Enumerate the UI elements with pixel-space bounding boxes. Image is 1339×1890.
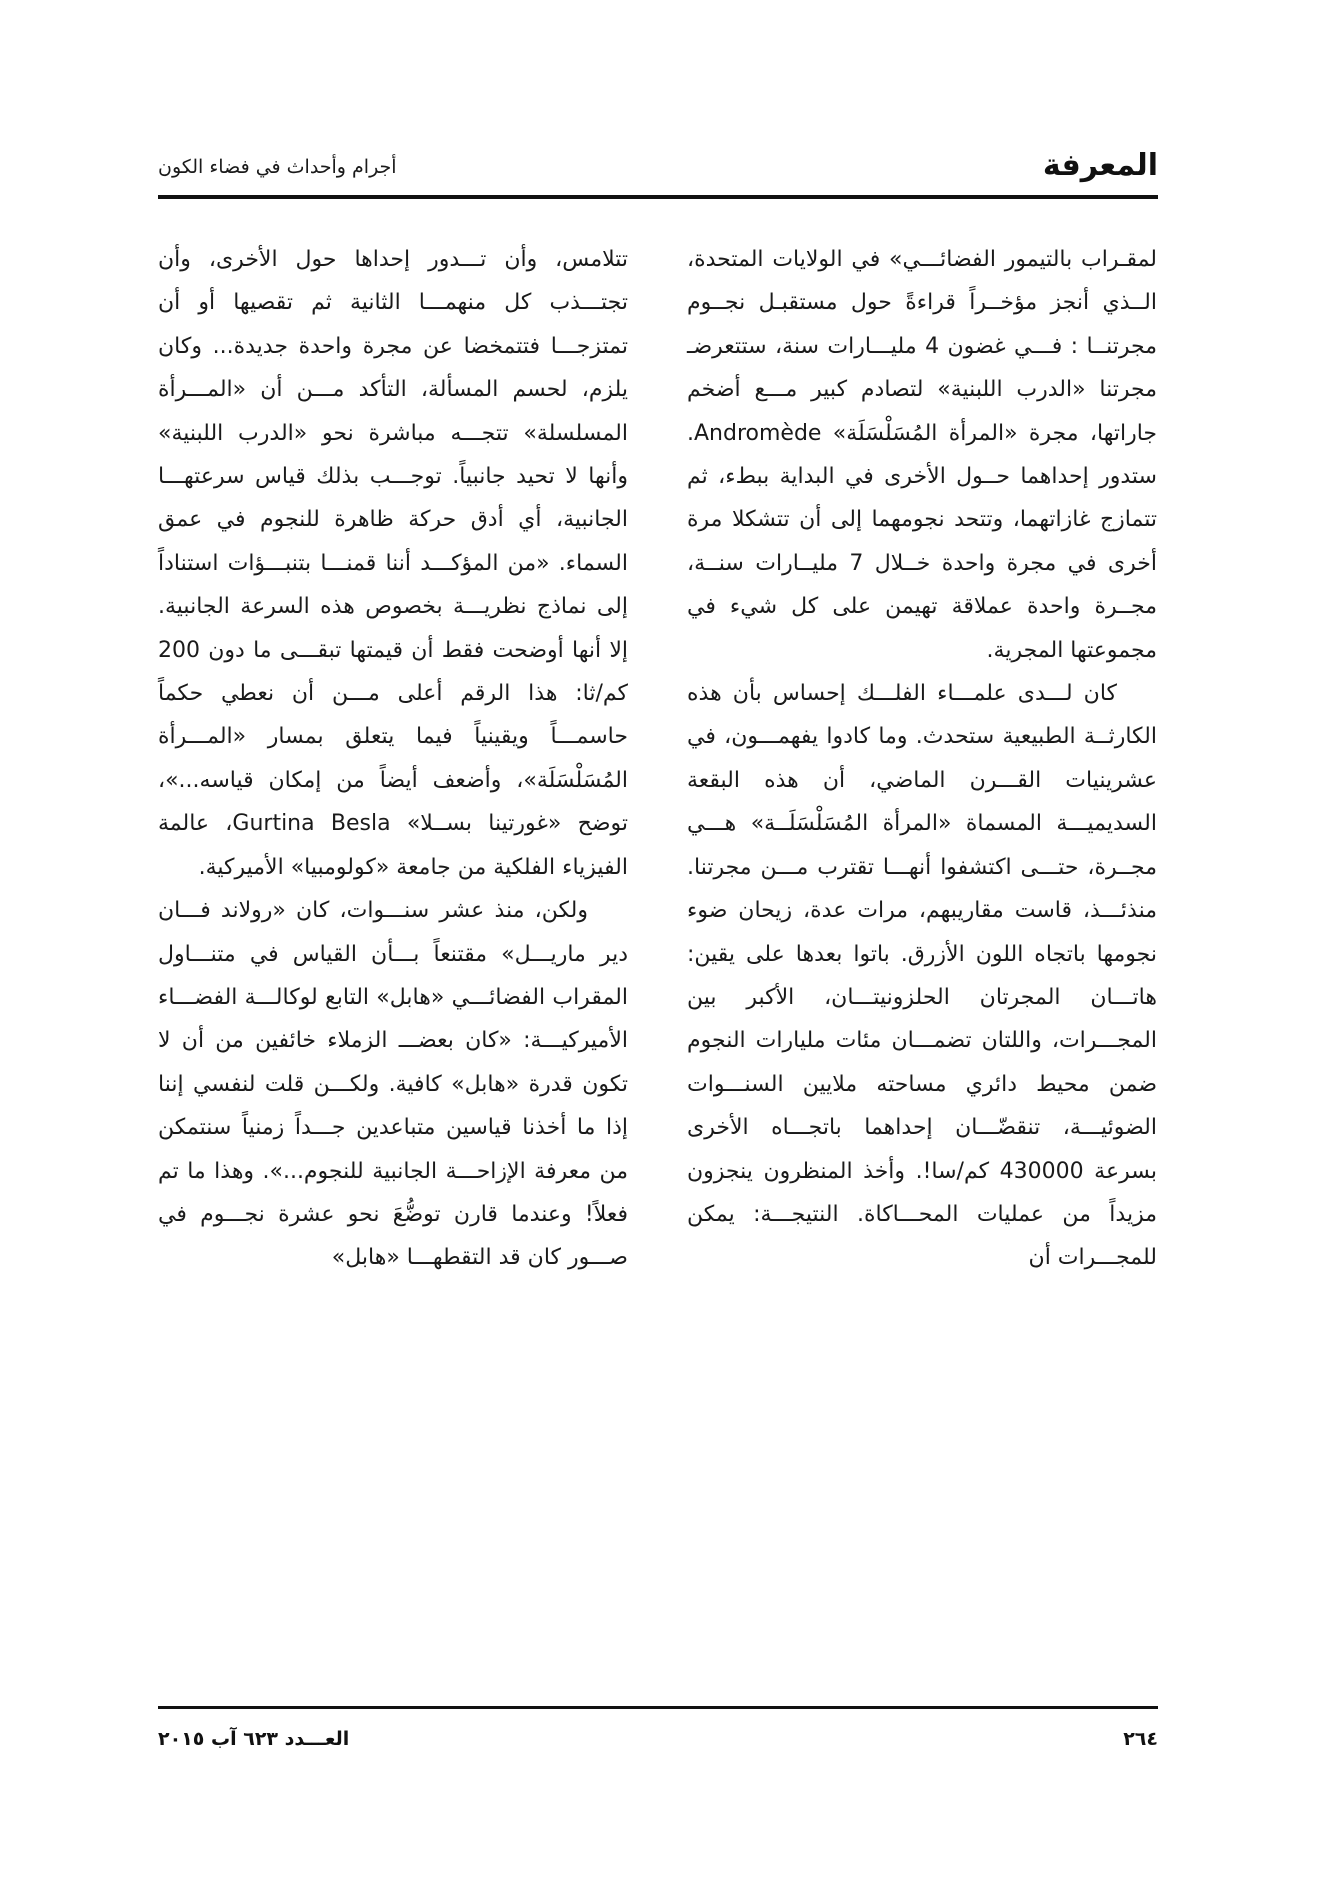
issue-info: العـــدد ٦٢٣ آب ٢٠١٥: [158, 1728, 350, 1750]
page-header: [158, 140, 1158, 194]
paragraph: ولكن، منذ عشر سنـــوات، كان «رولاند فـــان دير ماريـــل» مقتنعاً بـــأن القياس في متنـــاول المقراب الفضائـــي «هابل» التابع لوكالـــة الفضـــاء الأميركيـــة: «كان بعضـــ الزملاء خائفين من أن لا تكون قدرة «هابل» كافية. ولكـــن قلت لنفسي إننا إذا ما أخذنا قياسين متباعدين جـــداً زمنياً سنتمكن من معرفة الإزاحـــة الجانبية للنجوم...». وهذا ما تم فعلاً! وعندما قارن توضُّعَ نحو عشرة نجـــوم في صـــور كان قد التقطهـــا «هابل»: [158, 898, 628, 1271]
text-column-left: [158, 238, 628, 1280]
paragraph: تتلامس، وأن تـــدور إحداها حول الأخرى، وأن تجتـــذب كل منهمـــا الثانية ثم تقصيها أو أن تمتزجـــا فتتمخضا عن مجرة واحدة جديدة... وكان يلزم، لحسم المسألة، التأكد مـــن أن «المـــرأة المسلسلة» تتجـــه مباشرة نحو «الدرب اللبنية» وأنها لا تحيد جانبياً. توجـــب بذلك قياس سرعتهـــا الجانبية، أي أدق حركة ظاهرة للنجوم في عمق السماء. «من المؤكـــد أننا قمنـــا بتنبـــؤات استناداً إلى نماذج نظريـــة بخصوص هذه السرعة الجانبية. إلا أنها أوضحت فقط أن قيمتها تبقـــى ما دون 200 كم/ثا: هذا الرقم أعلى مـــن أن نعطي حكماً حاسمـــاً ويقينياً فيما يتعلق بمسار «المـــرأة المُسَلْسَلَة»، وأضعف أيضاً من إمكان قياسه...»، توضح «غورتينا بســلا» Gurtina Besla، عالمة الفيزياء الفلكية من جامعة «كولومبيا» الأميركية.: [158, 247, 628, 880]
running-title: أجرام وأحداث في فضاء الكون: [158, 156, 397, 178]
page-number: ٢٦٤: [1123, 1728, 1158, 1750]
footer-rule: [158, 1706, 1158, 1709]
text-column-right: [687, 238, 1157, 1280]
magazine-logo: المعرفة: [1042, 148, 1158, 183]
paragraph: لمقـراب بالتيمور الفضائـــي» في الولايات المتحدة، الــذي أنجز مؤخــراً قراءةً حول مستقبـل نجــوم مجرتنــا : فـــي غضون 4 مليـــارات سنة، ستتعرضـ مجرتنا «الدرب اللبنية» لتصادم كبير مـــع أضخم جاراتها، مجرة «المرأة المُسَلْسَلَة» Andromède. ستدور إحداهما حــول الأخرى في البداية ببطء، ثم تتمازج غازاتهما، وتتحد نجومهما إلى أن تتشكلا مرة أخرى في مجرة واحدة خــلال 7 مليــارات سنــة، مجــرة واحدة عملاقة تهيمن على كل شيء في مجموعتها المجرية.: [687, 247, 1157, 663]
header-rule: [158, 195, 1158, 199]
paragraph: كان لـــدى علمـــاء الفلـــك إحساس بأن هذه الكارثــة الطبيعية ستحدث. وما كادوا يفهمـــون، في عشرينيات القـــرن الماضي، أن هذه البقعة السديميـــة المسماة «المرأة المُسَلْسَلَــة» هـــي مجــرة، حتـــى اكتشفوا أنهـــا تقترب مـــن مجرتنا. منذئـــذ، قاست مقاريبهم، مرات عدة، زيحان ضوء نجومها باتجاه اللون الأزرق. باتوا بعدها على يقين: هاتـــان المجرتان الحلزونيتـــان، الأكبر بين المجـــرات، واللتان تضمـــان مئات مليارات النجوم ضمن محيط دائري مساحته ملايين السنـــوات الضوئيـــة، تنقضّـــان إحداهما باتجـــاه الأخرى بسرعة 430000 كم/سا!. وأخذ المنظرون ينجزون مزيداً من عمليات المحـــاكاة. النتيجـــة: يمكن للمجـــرات أن: [687, 681, 1157, 1271]
page-footer: [158, 1722, 1158, 1762]
